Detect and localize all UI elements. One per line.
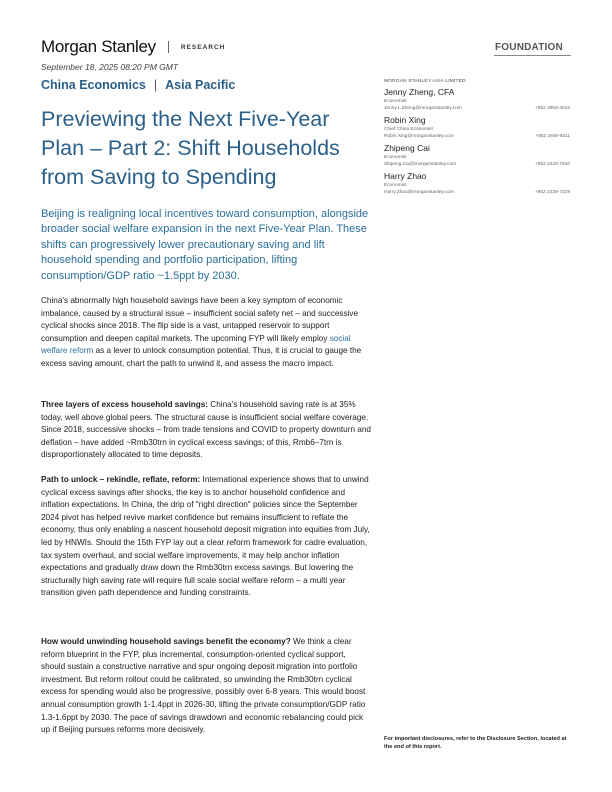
foundation-rule: [494, 55, 571, 56]
author-contact: [384, 189, 570, 196]
publication-date: September 18, 2025 08:20 PM GMT: [41, 62, 179, 72]
header-divider: [168, 41, 169, 53]
disclosure-note: For important disclosures, refer to the Disclosure Section, located at the end of this report.: [384, 736, 567, 750]
author-entry: [384, 87, 570, 112]
body-paragraph-benefit: [41, 636, 371, 737]
author-entry: [384, 143, 570, 168]
author-role: Economist: [384, 183, 407, 188]
author-phone: +852 2848-6511: [535, 134, 570, 139]
body-paragraph-path: [41, 474, 371, 600]
firm-name: MORGAN STANLEY ASIA LIMITED: [384, 79, 466, 84]
category-primary: China Economics: [41, 78, 146, 92]
author-contact: [384, 133, 570, 140]
benefit-lead: How would unwinding household savings benefit the economy?: [41, 637, 291, 646]
author-contact: [384, 161, 570, 168]
author-email[interactable]: Zhipeng.Cai@morganstanley.com: [384, 162, 457, 167]
layers-lead: Three layers of excess household savings:: [41, 400, 209, 409]
author-phone: +852 2239-7820: [534, 162, 570, 167]
author-role: Economist: [384, 155, 407, 160]
body-paragraph-layers: [41, 399, 371, 462]
author-phone: +852 3963-4015: [534, 106, 570, 111]
category-secondary: Asia Pacific: [165, 78, 236, 92]
intro-text-a: China's abnormally high household savings have been a key symptom of economic imbalance, caused by a structural issue – insufficient social safety net – and successive cyclical shocks since 2018. The flip side is a vast, untapped reservoir to support consumption and deepen capital markets. The upcoming FYP will likely employ: [41, 296, 359, 343]
category-separator: |: [153, 78, 158, 92]
foundation-badge: FOUNDATION: [495, 42, 563, 53]
author-role: Economist: [384, 99, 407, 104]
author-entry: [384, 115, 570, 140]
research-label: RESEARCH: [180, 43, 226, 51]
author-phone: +852 2239-7229: [534, 190, 570, 195]
author-email[interactable]: Robin.Xing@morganstanley.com: [384, 134, 454, 139]
path-lead: Path to unlock – rekindle, reflate, reform:: [41, 475, 201, 484]
report-title: Previewing the Next Five-Year Plan – Part 2: Shift Households from Saving to Spending: [41, 107, 340, 189]
author-email[interactable]: Harry.Zhao@morganstanley.com: [384, 190, 455, 195]
category-line: [41, 78, 235, 92]
author-name: Zhipeng Cai: [384, 143, 430, 153]
author-name: Jenny Zheng, CFA: [384, 87, 455, 97]
author-email[interactable]: Jenny.L.Zheng@morganstanley.com: [384, 106, 462, 111]
report-summary: Beijing is realigning local incentives toward consumption, alongside broader social welfare expansion in the next Five-Year Plan. These shifts can progressively lower precautionary saving and lift household spending and portfolio participation, lifting consumption/GDP ratio ~1.5ppt by 2030.: [41, 208, 369, 282]
author-role: Chief China Economist: [384, 127, 433, 132]
social-welfare-reform-link[interactable]: social welfare reform: [41, 333, 351, 356]
intro-text-b: as a lever to unlock consumption potential. Thus, it is crucial to gauge the excess saving amount, chart the path to unwind it, and assess the macro impact.: [41, 346, 362, 368]
author-entry: [384, 171, 570, 196]
author-name: Harry Zhao: [384, 171, 427, 181]
benefit-text: We think a clear reform blueprint in the FYP, plus incremental, consumption-oriented cyclical support, should sustain a constructive narrative and spur ongoing deposit migration into portfolio investment. But reform rollout could be calibrated, so unwinding the Rmb30trn cyclical excess for spending would also be progressive, possibly over 6-8 years. This would boost annual consumption growth 1-1.4ppt in 2026-30, lifting the private consumption/GDP ratio 1.3-1.6ppt by 2030. The pace of savings drawdown and economic rebalancing could pick up if Beijing pursues reforms more decisively.: [41, 637, 366, 735]
path-text: International experience shows that to unwind cyclical excess savings after shocks, the key is to anchor household confidence and inflation expectations. In China, the drip of "right direction" policies since the September 2024 pivot has helped revive market confidence but remains insufficient to reflate the economy, thus only enabling a nascent household deposit migration into equities from July, led by HNWIs. Should the 15th FYP lay out a clear reform framework for cadre evaluation, tax system overhaul, and social welfare improvements, it may help anchor inflation expectations and gradually draw down the Rmb30trn excess savings. But lowering the structurally high saving rate will require full scale social welfare reform – a multi year transition given path dependence and funding constraints.: [41, 475, 370, 598]
author-list: [384, 87, 570, 196]
author-panel: [384, 79, 570, 199]
author-name: Robin Xing: [384, 115, 426, 125]
masthead: [41, 36, 225, 58]
body-paragraph-intro: [41, 295, 371, 371]
morgan-stanley-logo: Morgan Stanley: [41, 37, 156, 56]
author-contact: [384, 105, 570, 112]
layers-text: China's household saving rate is at 35% today, well above global peers. The structural cause is insufficient social welfare coverage. Since 2018, successive shocks – from trade tensions and COVID to property downturn and deflation – have added ~Rmb30trn in cyclical excess savings; of this, Rmb6–7trn is disproportionately allocated to time deposits.: [41, 400, 371, 460]
